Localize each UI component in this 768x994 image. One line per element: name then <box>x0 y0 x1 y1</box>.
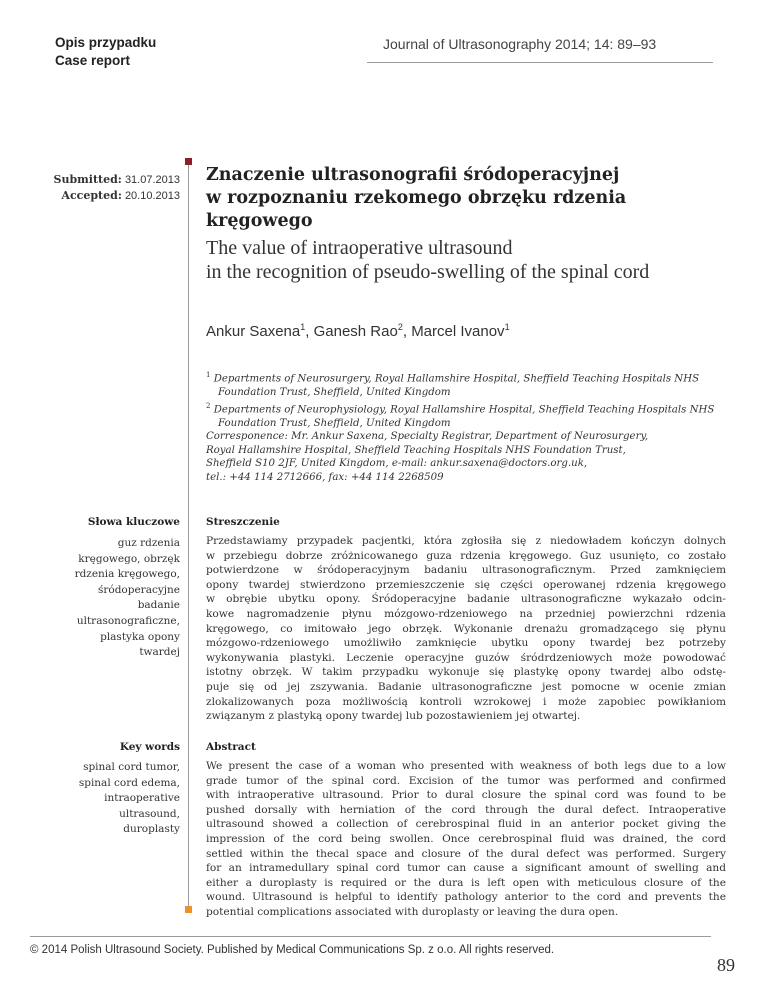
keywords-pl-list: guz rdzenia kręgowego, obrzęk rdzenia kręgowego, śródoperacyjne badanie ultrasonograficzne, plastyka opony twardej <box>74 537 180 659</box>
author-name: Ankur Saxena <box>206 323 301 340</box>
abstract-pl-heading: Streszczenie <box>206 516 280 528</box>
author-affiliation-mark: 1 <box>504 322 510 332</box>
keywords-en-heading: Key words <box>119 741 180 753</box>
title-english <box>206 236 726 284</box>
correspondence: Corresponence: Mr. Ankur Saxena, Specialty Registrar, Department of Neurosurgery, Royal Hallamshire Hospital, Sheffield Teaching Hospitals NHS Foundation Trust, Sheffield S10 2JF, United Kingdom, e-mail: ankur.saxena@doctors.org.uk, tel.: +44 114 2712666, fax: +44 114 2268509 <box>206 431 649 483</box>
abstract-en-body: We present the case of a woman who presented with weakness of both legs due to a low grade tumor of the spinal cord. Excision of the tumor was performed and confirmed with intraoperative ultrasound. Prior to dural closure the spinal cord was found to be pushed dorsally with herniation of the cord through the dural defect. Intraoperative ultrasound showed a collection of cerebrospinal fluid in an anterior pocket giving the impression of the cord being swollen. Once cerebrospinal fluid was drained, the cord settled within the thecal space and closure of the dural defect was performed. Surgery for an intramedullary spinal cord tumor can cause a significant amount of swelling and either a duroplasty is required or the dura is left open with meticulous closure of the wound. Ultrasound is helpful to identify pathology anterior to the cord and prevents the potential complications associated with duroplasty or leaving the dura open. <box>206 760 726 918</box>
affiliations <box>206 369 726 485</box>
header-rule <box>367 62 713 63</box>
author-name: Marcel Ivanov <box>411 323 505 340</box>
author-list: Ankur Saxena$^1$, Ganesh Rao$^2$, Marcel Ivanov$^1$ <box>206 322 510 340</box>
keywords-pl-heading: Słowa kluczowe <box>87 516 180 528</box>
margin-divider <box>188 164 189 908</box>
author-affiliation-mark: 2 <box>397 322 403 332</box>
abstract-en-heading: Abstract <box>206 741 256 753</box>
author-affiliation-mark: 1 <box>300 322 306 332</box>
author-name: Ganesh Rao <box>313 323 398 340</box>
copyright-notice: © 2014 Polish Ultrasound Society. Published by Medical Communications Sp. z o.o. All rights reserved. <box>30 944 555 956</box>
keywords-en-list: spinal cord tumor, spinal cord edema, intraoperative ultrasound, duroplasty <box>78 761 180 836</box>
article-dates <box>54 172 181 204</box>
divider-marker-top <box>185 158 192 165</box>
footer-rule <box>30 936 711 937</box>
abstract-pl-body: Przedstawiamy przypadek pacjentki, która zgłosiła się z niedowładem kończyn dolnych w przebiegu dobrze zróżnicowanego guza rdzenia kręgowego. Guz usunięto, co zostało potwierdzone w śródoperacyjnym badaniu ultrasonograficznym. Przed zamknięciem opony twardej stwierdzono przemieszczenie się części operowanej rdzenia kręgowego w obrębie ubytku opony. Śródoperacyjne badanie ultrasonograficzne wykazało odcin- kowe nagromadzenie płynu mózgowo-rdzeniowego na przedniej powierzchni rdzenia kręgowego, co imitowało jego obrzęk. Wykonanie drenażu gromadzącego się płynu mózgowo-rdzeniowego umożliwiło zamknięcie ubytku opony twardej bez potrzeby wykonywania plastyki. Leczenie operacyjne guzów śródrdzeniowych może powodować istotny obrzęk. W takim przypadku wykonuje się plastykę opony twardej albo odstę- puje się od jej zszywania. Badanie ultrasonograficzne jest pomocne w ocenie zmian zlokalizowanych poza możliwością kontroli wzrokowej i może zapobiec powikłaniom związanym z plastyką opony twardej lub pozostawieniem jej otwartej. <box>206 535 726 723</box>
divider-marker-bottom <box>185 906 192 913</box>
title-en-line: The value of intraoperative ultrasound <box>206 237 513 259</box>
accepted-date: Accepted: 20.10.2013 <box>61 189 180 202</box>
page-number: 89 <box>717 955 735 975</box>
affiliation-1: $^1$ Departments of Neurosurgery, Royal Hallamshire Hospital, Sheffield Teaching Hospitals NHS Foundation Trust, Sheffield, United Kingdom <box>206 371 700 398</box>
affiliation-2: $^2$ Departments of Neurophysiology, Royal Hallamshire Hospital, Sheffield Teaching Hospitals NHS Foundation Trust, Sheffield, United Kingdom <box>206 401 715 429</box>
article-type <box>55 34 156 70</box>
journal-citation: Journal of Ultrasonography 2014; 14: 89–93 <box>383 36 657 52</box>
title-pl-line: w rozpoznaniu rzekomego obrzęku rdzenia kręgowego <box>206 188 627 231</box>
article-type-pl: Opis przypadku <box>55 35 157 50</box>
article-type-en: Case report <box>55 53 131 68</box>
submitted-date: Submitted: 31.07.2013 <box>53 173 180 186</box>
title-pl-line: Znaczenie ultrasonografii śródoperacyjnej <box>206 165 620 185</box>
title-en-line: in the recognition of pseudo-swelling of the spinal cord <box>206 261 650 283</box>
title-polish <box>206 164 726 233</box>
